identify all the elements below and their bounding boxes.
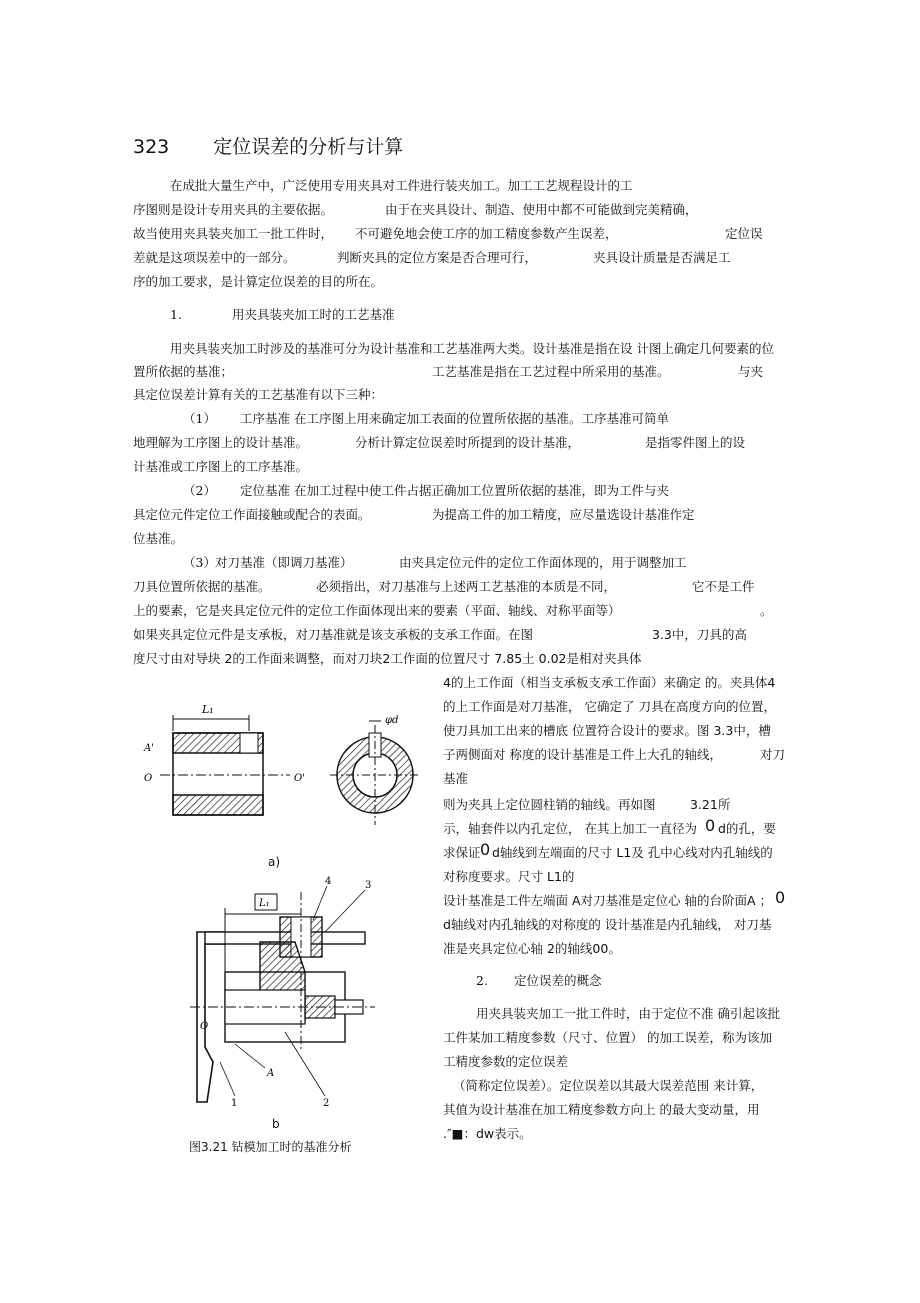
item3-line-1b: 由夹具定位元件的定位工作面体现的，用于调整加工 [399,555,687,570]
p2-line-2: 工件某加工精度参数（尺寸、位置） 的加工误差，称为该加 [443,1030,772,1045]
item1-number: （1） [183,411,216,426]
section2-number: 2. [476,973,488,988]
figure-a-label: a) [268,855,281,869]
item3-right-3: 使刀具加工出来的槽底 位置符合设计的要求。图 3.3中，槽 [443,723,771,738]
p1-line-2b: 工艺基准是指在工艺过程中所采用的基准。 [432,364,670,379]
item3-line-3a: 上的要素，它是夹具定位元件的定位工作面体现出来的要素（平面、轴线、对称平面等） [133,603,621,618]
item2-line-1: 定位基准 在加工过程中使工件占据正确加工位置所依据的基准，即为工件与夹 [240,483,669,498]
p2-line-3: 工精度参数的定位误差 [443,1054,569,1069]
p1-line-2a: 置所依据的基准； [133,364,234,379]
intro-line-3b: 不可避免地会使工序的加工精度参数产生误差， [355,226,618,241]
item2-line-2a: 具定位元件定位工作面接触或配合的表面。 [133,507,371,522]
p2-line-6: .″■：dw表示。 [443,1126,532,1141]
part-1-label: 1 [231,1098,238,1109]
item1-line-2c: 是指零件图上的设 [645,435,746,450]
dimension-l1-label-b: L₁ [259,898,270,909]
item3-line-1a: 对刀基准（即调刀基准） [215,555,353,570]
part-4-label: 4 [325,876,332,887]
p2-line-5: 其值为设计基准在加工精度参数方向上 的最大变动量，用 [443,1102,760,1117]
item3-right-12: 准是夹具定位心轴 2的轴线00。 [443,941,621,956]
item3-right-9: 对称度要求。尺寸 L1的 [443,869,575,884]
item1-line-2b: 分析计算定位误差时所提到的设计基准， [355,435,581,450]
axis-o-label-b: O [200,1021,209,1032]
intro-line-3c: 定位误 [725,226,763,241]
item3-right-6b: 3.21所 [690,797,731,812]
section2-title: 定位误差的概念 [514,973,602,988]
item3-right-8a: 求保证 [443,845,481,860]
intro-line-4a: 差就是这项误差中的一部分。 [133,250,296,265]
item3-right-2: 的上工作面是对刀基准， 它确定了 刀具在高度方向的位置， [443,699,776,714]
item3-right-10a: 设计基准是工件左端面 A对刀基准是定位心 轴的台阶面A ； [443,893,773,908]
item3-right-11: d轴线对内孔轴线的对称度的 设计基准是内孔轴线， 对刀基 [443,917,772,932]
item3-right-6a: 则为夹具上定位圆柱销的轴线。再如图 [443,797,656,812]
intro-line-2a: 序图则是设计专用夹具的主要依据。 [133,202,334,217]
item3-right-10b: 0 [775,888,786,907]
section1-number: 1. [170,307,182,322]
item3-line-3b: 。 [760,603,773,618]
p1-line-1: 用夹具装夹加工时涉及的基准可分为设计基准和工艺基准两大类。设计基准是指在设 计图上确定几何要素的位 [170,341,774,356]
item3-line-4a: 如果夹具定位元件是支承板，对刀基准就是该支承板的支承工作面。在图 [133,627,534,642]
bushing-end-view [330,715,420,825]
axis-o-prime-label: O' [294,773,305,784]
item1-line-1: 工序基准 在工序图上用来确定加工表面的位置所依据的基准。工序基准可简单 [240,411,669,426]
p2-line-1: 用夹具装夹加工一批工件时，由于定位不准 确引起该批 [476,1006,780,1021]
bushing-side-view [143,703,305,815]
item3-right-5: 基准 [443,771,469,786]
p1-line-2c: 与夹 [738,364,764,379]
item2-line-2b: 为提高工件的加工精度，应尽量选设计基准作定 [432,507,695,522]
axis-o-label: O [144,773,153,784]
section-heading [133,132,403,159]
item3-line-4b: 3.3中，刀具的高 [652,627,747,642]
item3-right-4b: 对刀 [760,747,786,762]
figure-a-drawing [140,695,430,855]
datum-a-prime-label: A' [144,743,154,754]
item3-line-2b: 必须指出，对刀基准与上述两工艺基准的本质是不同， [316,579,617,594]
item3-right-7a: 示，轴套件以内孔定位， 在其上加工一直径为 [443,821,697,836]
intro-line-2b: 由于在夹具设计、制造、使用中都不可能做到完美精确， [385,202,698,217]
item2-line-3: 位基准。 [133,531,184,546]
p1-line-3: 具定位误差计算有关的工艺基准有以下三种： [133,387,384,402]
figure-b-label: b [272,1117,280,1131]
item1-line-3: 计基准或工序图上的工序基准。 [133,459,309,474]
item3-right-1: 4的上工作面（相当支承板支承工作面）来确定 的。夹具体4 [443,675,776,690]
intro-line-3a: 故当使用夹具装夹加工一批工件时， [133,226,334,241]
part-3-label: 3 [365,880,372,891]
item1-line-2a: 地理解为工序图上的设计基准。 [133,435,309,450]
diameter-phid-label: φd [385,715,399,726]
section-number: 323 [133,136,170,158]
item3-line-5: 度尺寸由对导块 2的工作面来调整，而对刀块2工作面的位置尺寸 7.85土 0.02是相对夹具体 [133,651,642,666]
item3-line-2a: 刀具位置所依据的基准。 [133,579,271,594]
section-title: 定位误差的分析与计算 [213,136,404,158]
section1-title: 用夹具装夹加工时的工艺基准 [232,307,395,322]
item2-number: （2） [183,483,216,498]
figure-b-drawing [185,872,385,1112]
item3-right-8b: 0 [480,840,491,859]
intro-line-5: 序的加工要求，是计算定位误差的目的所在。 [133,274,384,289]
item3-right-8c: d轴线到左端面的尺寸 L1及 孔中心线对内孔轴线的 [492,845,773,860]
datum-a-label-b: A [267,1068,275,1079]
intro-line-1: 在成批大量生产中，广泛使用专用夹具对工件进行装夹加工。加工工艺规程设计的工 [170,178,633,193]
item3-right-7b: 0 [705,816,716,835]
intro-line-4c: 夹具设计质量是否满足工 [593,250,731,265]
intro-line-4b: 判断夹具的定位方案是否合理可行， [337,250,538,265]
dimension-l1-label: L₁ [202,703,214,716]
figure-caption: 图3.21 钻模加工时的基准分析 [189,1140,352,1154]
item3-number: （3） [183,555,216,570]
part-2-label: 2 [323,1098,330,1109]
p2-line-4: （简称定位误差）。定位误差以其最大误差范围 来计算， [453,1078,764,1093]
item3-right-7c: d的孔，要 [718,821,776,836]
drill-jig-assembly [190,876,375,1109]
item3-right-4a: 子两侧面对 称度的设计基准是工件上大孔的轴线， [443,747,722,762]
item3-line-2c: 它不是工件 [692,579,755,594]
